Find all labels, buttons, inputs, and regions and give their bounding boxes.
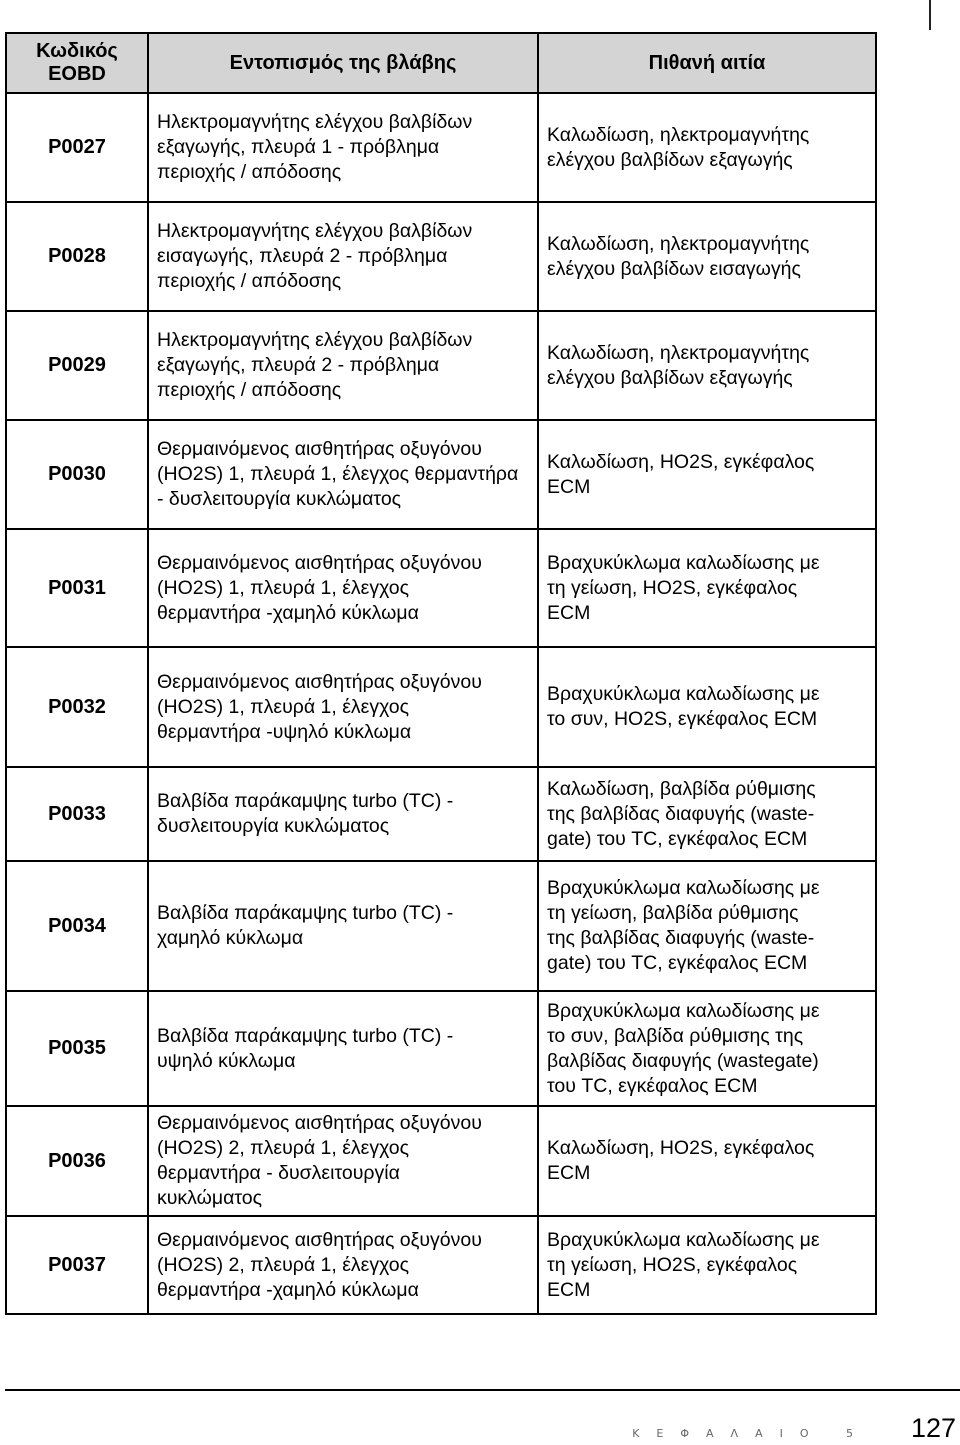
row-cause: Καλωδίωση, ηλεκτρομαγνήτης ελέγχου βαλβίδων εξαγωγής (538, 93, 876, 202)
table-row (6, 311, 876, 420)
table-row (6, 991, 876, 1106)
header-cause: Πιθανή αιτία (538, 33, 876, 93)
row-code: P0027 (6, 93, 148, 202)
row-location: Βαλβίδα παράκαμψης turbo (TC) - υψηλό κύκλωμα (148, 991, 538, 1106)
row-cause: Καλωδίωση, HO2S, εγκέφαλος ECM (538, 1106, 876, 1216)
row-cause: Βραχυκύκλωμα καλωδίωσης με τη γείωση, HO2S, εγκέφαλος ECM (538, 1216, 876, 1314)
row-code: P0030 (6, 420, 148, 529)
header-location: Εντοπισμός της βλάβης (148, 33, 538, 93)
table-row (6, 1106, 876, 1216)
row-cause: Βραχυκύκλωμα καλωδίωσης με τη γείωση, βαλβίδα ρύθμισης της βαλβίδας διαφυγής (waste- gate) του TC, εγκέφαλος ECM (538, 861, 876, 991)
fault-code-table (5, 32, 877, 1315)
row-location: Θερμαινόμενος αισθητήρας οξυγόνου (HO2S) 1, πλευρά 1, έλεγχος θερμαντήρα - δυσλειτουργία κυκλώματος (148, 420, 538, 529)
table-row (6, 529, 876, 647)
page-number: 127 (910, 1413, 956, 1443)
row-cause: Καλωδίωση, ηλεκτρομαγνήτης ελέγχου βαλβίδων εξαγωγής (538, 311, 876, 420)
row-cause: Βραχυκύκλωμα καλωδίωσης με το συν, HO2S, εγκέφαλος ECM (538, 647, 876, 767)
table-row (6, 420, 876, 529)
table-row (6, 1216, 876, 1314)
row-location: Ηλεκτρομαγνήτης ελέγχου βαλβίδων εξαγωγής, πλευρά 1 - πρόβλημα περιοχής / απόδοσης (148, 93, 538, 202)
row-code: P0033 (6, 767, 148, 861)
row-cause: Καλωδίωση, βαλβίδα ρύθμισης της βαλβίδας διαφυγής (waste- gate) του TC, εγκέφαλος ECM (538, 767, 876, 861)
table-header-row (6, 33, 876, 93)
row-code: P0037 (6, 1216, 148, 1314)
row-location: Βαλβίδα παράκαμψης turbo (TC) - χαμηλό κύκλωμα (148, 861, 538, 991)
header-code: Κωδικός EOBD (6, 33, 148, 93)
footer-rule (5, 1389, 960, 1391)
row-code: P0036 (6, 1106, 148, 1216)
top-corner-rule (929, 0, 931, 30)
row-code: P0029 (6, 311, 148, 420)
row-location: Βαλβίδα παράκαμψης turbo (TC) - δυσλειτουργία κυκλώματος (148, 767, 538, 861)
row-location: Θερμαινόμενος αισθητήρας οξυγόνου (HO2S) 1, πλευρά 1, έλεγχος θερμαντήρα -χαμηλό κύκλωμα (148, 529, 538, 647)
page-footer (0, 1413, 960, 1445)
row-code: P0032 (6, 647, 148, 767)
row-code: P0028 (6, 202, 148, 311)
table-row (6, 767, 876, 861)
row-location: Θερμαινόμενος αισθητήρας οξυγόνου (HO2S) 1, πλευρά 1, έλεγχος θερμαντήρα -υψηλό κύκλωμα (148, 647, 538, 767)
table-row (6, 202, 876, 311)
row-location: Ηλεκτρομαγνήτης ελέγχου βαλβίδων εισαγωγής, πλευρά 2 - πρόβλημα περιοχής / απόδοσης (148, 202, 538, 311)
table-row (6, 647, 876, 767)
row-cause: Βραχυκύκλωμα καλωδίωσης με τη γείωση, HO2S, εγκέφαλος ECM (538, 529, 876, 647)
row-location: Θερμαινόμενος αισθητήρας οξυγόνου (HO2S) 2, πλευρά 1, έλεγχος θερμαντήρα - δυσλειτουργία κυκλώματος (148, 1106, 538, 1216)
row-cause: Καλωδίωση, ηλεκτρομαγνήτης ελέγχου βαλβίδων εισαγωγής (538, 202, 876, 311)
row-code: P0031 (6, 529, 148, 647)
row-code: P0034 (6, 861, 148, 991)
row-cause: Καλωδίωση, HO2S, εγκέφαλος ECM (538, 420, 876, 529)
row-location: Ηλεκτρομαγνήτης ελέγχου βαλβίδων εξαγωγής, πλευρά 2 - πρόβλημα περιοχής / απόδοσης (148, 311, 538, 420)
row-code: P0035 (6, 991, 148, 1106)
table-row (6, 861, 876, 991)
row-location: Θερμαινόμενος αισθητήρας οξυγόνου (HO2S) 2, πλευρά 1, έλεγχος θερμαντήρα -χαμηλό κύκλωμα (148, 1216, 538, 1314)
chapter-label: ΚΕΦΑΛΑΙΟ 5 (632, 1427, 870, 1440)
row-cause: Βραχυκύκλωμα καλωδίωσης με το συν, βαλβίδα ρύθμισης της βαλβίδας διαφυγής (wastegate) του TC, εγκέφαλος ECM (538, 991, 876, 1106)
table-row (6, 93, 876, 202)
